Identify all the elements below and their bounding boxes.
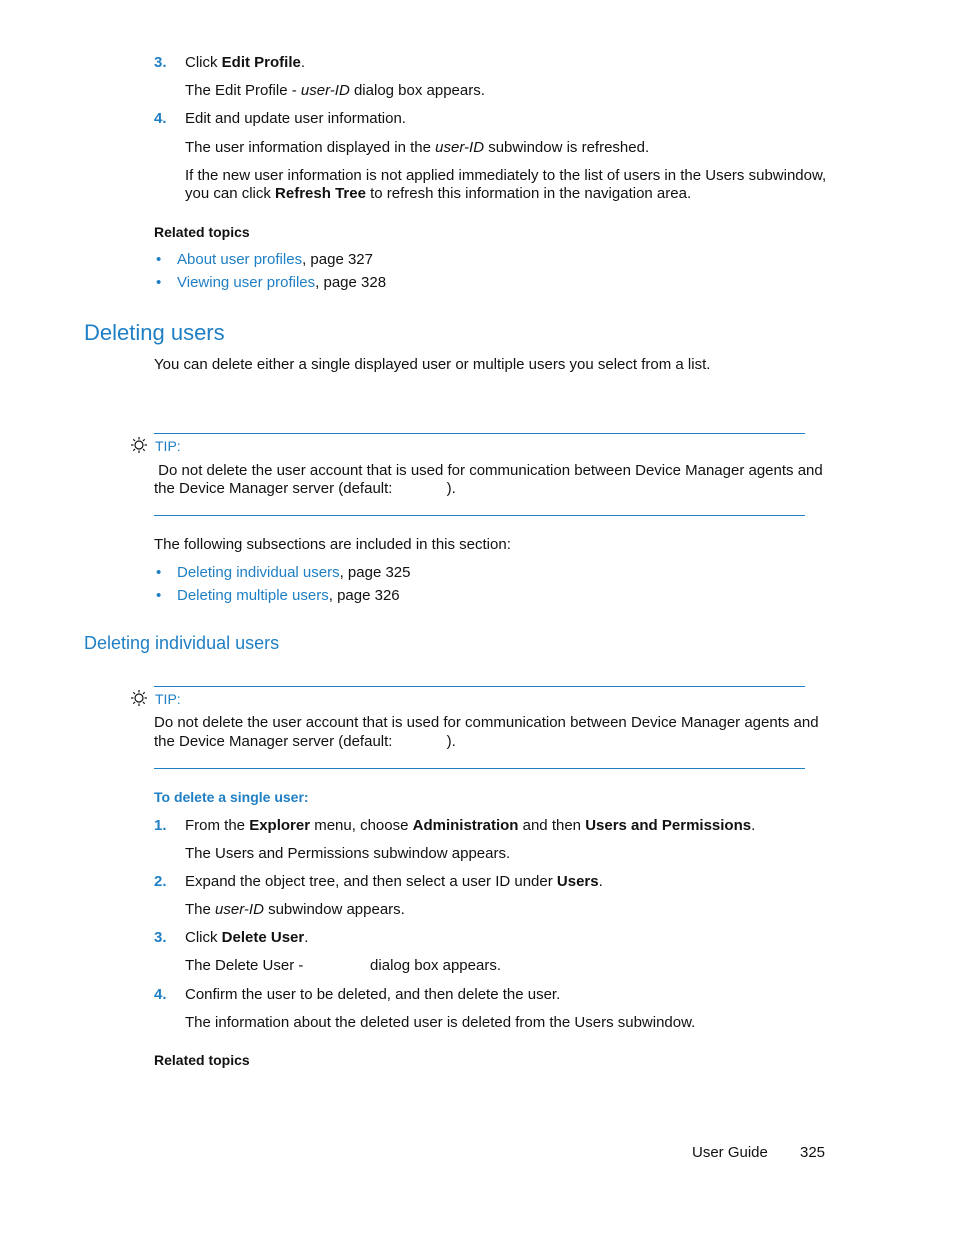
lightbulb-icon bbox=[130, 689, 148, 707]
procedure-title: To delete a single user: bbox=[154, 789, 309, 805]
divider bbox=[154, 433, 805, 434]
step-result: The Edit Profile - user-ID dialog box appears. bbox=[185, 82, 485, 99]
step-number: 2. bbox=[154, 873, 167, 890]
list-item: About user profiles, page 327 bbox=[177, 251, 373, 268]
step-text: From the Explorer menu, choose Administration and then Users and Permissions. bbox=[185, 817, 756, 834]
section-title: Deleting users bbox=[84, 320, 225, 345]
bullet: • bbox=[156, 251, 162, 268]
topic-link[interactable]: Viewing user profiles bbox=[177, 274, 316, 291]
bullet: • bbox=[156, 274, 162, 291]
step-number: 3. bbox=[154, 54, 167, 71]
subsection-link[interactable]: Deleting multiple users bbox=[177, 587, 329, 604]
step-text: Expand the object tree, and then select a user ID under Users. bbox=[185, 873, 603, 890]
step-result: The information about the deleted user is deleted from the Users subwindow. bbox=[185, 1014, 696, 1031]
subsections-intro: The following subsections are included in this section: bbox=[154, 536, 511, 553]
lightbulb-icon bbox=[130, 436, 148, 454]
page-number: 325 bbox=[800, 1144, 826, 1161]
step-text: Confirm the user to be deleted, and then delete the user. bbox=[185, 986, 561, 1003]
step-result: The user information displayed in the user-ID subwindow is refreshed. bbox=[185, 139, 650, 156]
step-note: you can click Refresh Tree to refresh this information in the navigation area. bbox=[185, 185, 692, 202]
related-topics-heading: Related topics bbox=[154, 1052, 250, 1068]
tip-text: the Device Manager server (default: ). bbox=[154, 733, 456, 750]
step-result: The Delete User - dialog box appears. bbox=[185, 957, 501, 974]
bullet: • bbox=[156, 587, 162, 604]
list-item: Deleting multiple users, page 326 bbox=[177, 587, 400, 604]
step-text: Edit and update user information. bbox=[185, 110, 406, 127]
divider bbox=[154, 768, 805, 769]
bullet: • bbox=[156, 564, 162, 581]
subsection-title: Deleting individual users bbox=[84, 633, 280, 653]
tip-label: TIP: bbox=[155, 691, 181, 707]
tip-text: Do not delete the user account that is used for communication between Device Manager agents and bbox=[154, 714, 819, 731]
list-item: Deleting individual users, page 325 bbox=[177, 564, 411, 581]
step-number: 1. bbox=[154, 817, 167, 834]
step-number: 4. bbox=[154, 986, 167, 1003]
step-number: 4. bbox=[154, 110, 167, 127]
divider bbox=[154, 515, 805, 516]
section-intro: You can delete either a single displayed user or multiple users you select from a list. bbox=[154, 356, 711, 373]
footer-guide: User Guide bbox=[692, 1144, 768, 1161]
subsection-link[interactable]: Deleting individual users bbox=[177, 564, 340, 581]
topic-link[interactable]: About user profiles bbox=[177, 251, 303, 268]
step-note: If the new user information is not applied immediately to the list of users in the Users subwindow, bbox=[185, 167, 827, 184]
tip-text: the Device Manager server (default: ). bbox=[154, 480, 456, 497]
step-result: The user-ID subwindow appears. bbox=[185, 901, 405, 918]
step-text: Click Delete User. bbox=[185, 929, 309, 946]
step-number: 3. bbox=[154, 929, 167, 946]
divider bbox=[154, 686, 805, 687]
list-item: Viewing user profiles, page 328 bbox=[177, 274, 387, 291]
tip-text: Do not delete the user account that is used for communication between Device Manager agents and bbox=[154, 462, 823, 479]
step-result: The Users and Permissions subwindow appears. bbox=[185, 845, 511, 862]
related-topics-heading: Related topics bbox=[154, 224, 250, 240]
step-text: Click Edit Profile. bbox=[185, 54, 306, 71]
tip-label: TIP: bbox=[155, 438, 181, 454]
